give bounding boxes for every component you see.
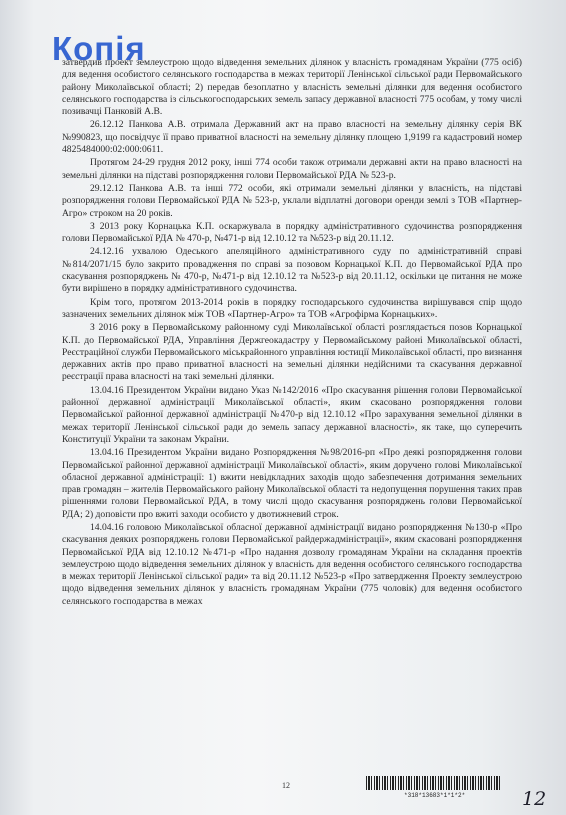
paragraph: 26.12.12 Панкова А.В. отримала Державний акт на право власності на земельну ділянку серія ВК №990823, що посвідчує її право приватної власності на земельну ділянку площею 1,9199 га кадастровий номер 4825484000:02:000:0611. bbox=[62, 119, 522, 156]
document-body bbox=[62, 57, 522, 609]
paragraph: 13.04.16 Президентом України видано Розпорядження №98/2016-рп «Про деякі розпорядження голови Первомайської районної державної адміністрації Миколаївської області», яким доручено голові Миколаївської обласної державної адміністрації: 1) вжити невідкладних заходів щодо забезпечення дотримання земельних прав громадян – жителів Первомайського району Миколаївської області та недопущення порушення таких прав рішеннями голови Первомайської РДА, в тому числі щодо скасування розпоряджень голови Первомайської РДА; 2) доповісти про вжиті заходи особисто у двотижневий строк. bbox=[62, 447, 522, 520]
paragraph: Крім того, протягом 2013-2014 років в порядку господарського судочинства вирішувався спір щодо зазначених земельних ділянок між ТОВ «Партнер-Агро» та ТОВ «Агрофірма Корнацьких». bbox=[62, 296, 522, 320]
paragraph: 29.12.12 Панкова А.В. та інші 772 особи, які отримали земельні ділянки у власність, на підставі розпорядження голови Первомайської РДА № 523-р, уклали відплатні договори оренди землі з ТОВ «Партнер-Агро» строком на 20 років. bbox=[62, 182, 522, 219]
paragraph: З 2016 року в Первомайському районному суді Миколаївської області розглядається позов Корнацької К.П. до Первомайської РДА, Управління Держгеокадастру у Первомайському районі Миколаївської області, Реєстраційної служби Первомайського міськрайонного управління юстиції Миколаївської області, про визнання державних актів про право приватної власності на земельні ділянки недійсними та скасування державної реєстрації права власності на такі земельні ділянки. bbox=[62, 322, 522, 383]
paragraph: затвердив проект землеустрою щодо відведення земельних ділянок у власність громадянам України (775 осіб) для ведення особистого селянського господарства в межах території Ленінської сільської ради Первомайського району Миколаївської області; 2) передав безоплатно у власність земельні ділянки для ведення особистого селянського господарства із сільськогосподарських земель запасу державної власності 775 особам, у тому числі позивачці Панковій А.В. bbox=[62, 57, 522, 118]
barcode bbox=[366, 776, 502, 790]
page-number: 12 bbox=[282, 781, 290, 790]
barcode-text: *318*13683*1*1*2* bbox=[404, 792, 466, 799]
paragraph: Протягом 24-29 грудня 2012 року, інші 774 особи також отримали державні акти на право власності на земельні ділянки на підставі розпорядження голови Первомайської РДА № 523-р. bbox=[62, 157, 522, 181]
paragraph: 13.04.16 Президентом України видано Указ №142/2016 «Про скасування рішення голови Первомайської районної державної адміністрації Миколаївської області», яким скасовано розпорядження голови Первомайської районної державної адміністрації №470-р від 12.10.12 «Про зарахування земельної ділянки в межах території Ленінської сільської ради до земель запасу державної власності», як таке, що суперечить Конституції України та законам України. bbox=[62, 384, 522, 445]
copy-stamp: Копія bbox=[52, 30, 146, 67]
handwritten-page-number: 12 bbox=[522, 788, 547, 810]
paragraph: 24.12.16 ухвалою Одеського апеляційного адміністративного суду по адміністративній справі №814/2071/15 було закрито провадження по справі за позовом Корнацької К.П. до Первомайської РДА про скасування розпоряджень № 470-р, №471-р від 12.10.12 та №523-р від 20.11.12, оскільки це питання не може бути вирішено в порядку адміністративного судочинства. bbox=[62, 246, 522, 295]
paragraph: З 2013 року Корнацька К.П. оскаржувала в порядку адміністративного судочинства розпорядження голови Первомайської РДА № 470-р, №471-р від 12.10.12 та №523-р від 20.11.12. bbox=[62, 220, 522, 245]
paragraph: 14.04.16 головою Миколаївської обласної державної адміністрації видано розпорядження №130-р «Про скасування деяких розпоряджень голови Первомайської райдержадміністрації», яким скасовані розпорядження Первомайської РДА від 12.10.12 №471-р «Про надання дозволу громадянам України на складання проектів землеустрою щодо відведення земельних ділянок у власність для ведення особистого селянського господарства в межах території Ленінської сільської ради» та від 20.11.12 №523-р «Про затвердження Проекту землеустрою щодо відведення земельних ділянок у власність громадянам України (775 чоловік) для ведення особистого селянського господарства в межах bbox=[62, 521, 522, 607]
